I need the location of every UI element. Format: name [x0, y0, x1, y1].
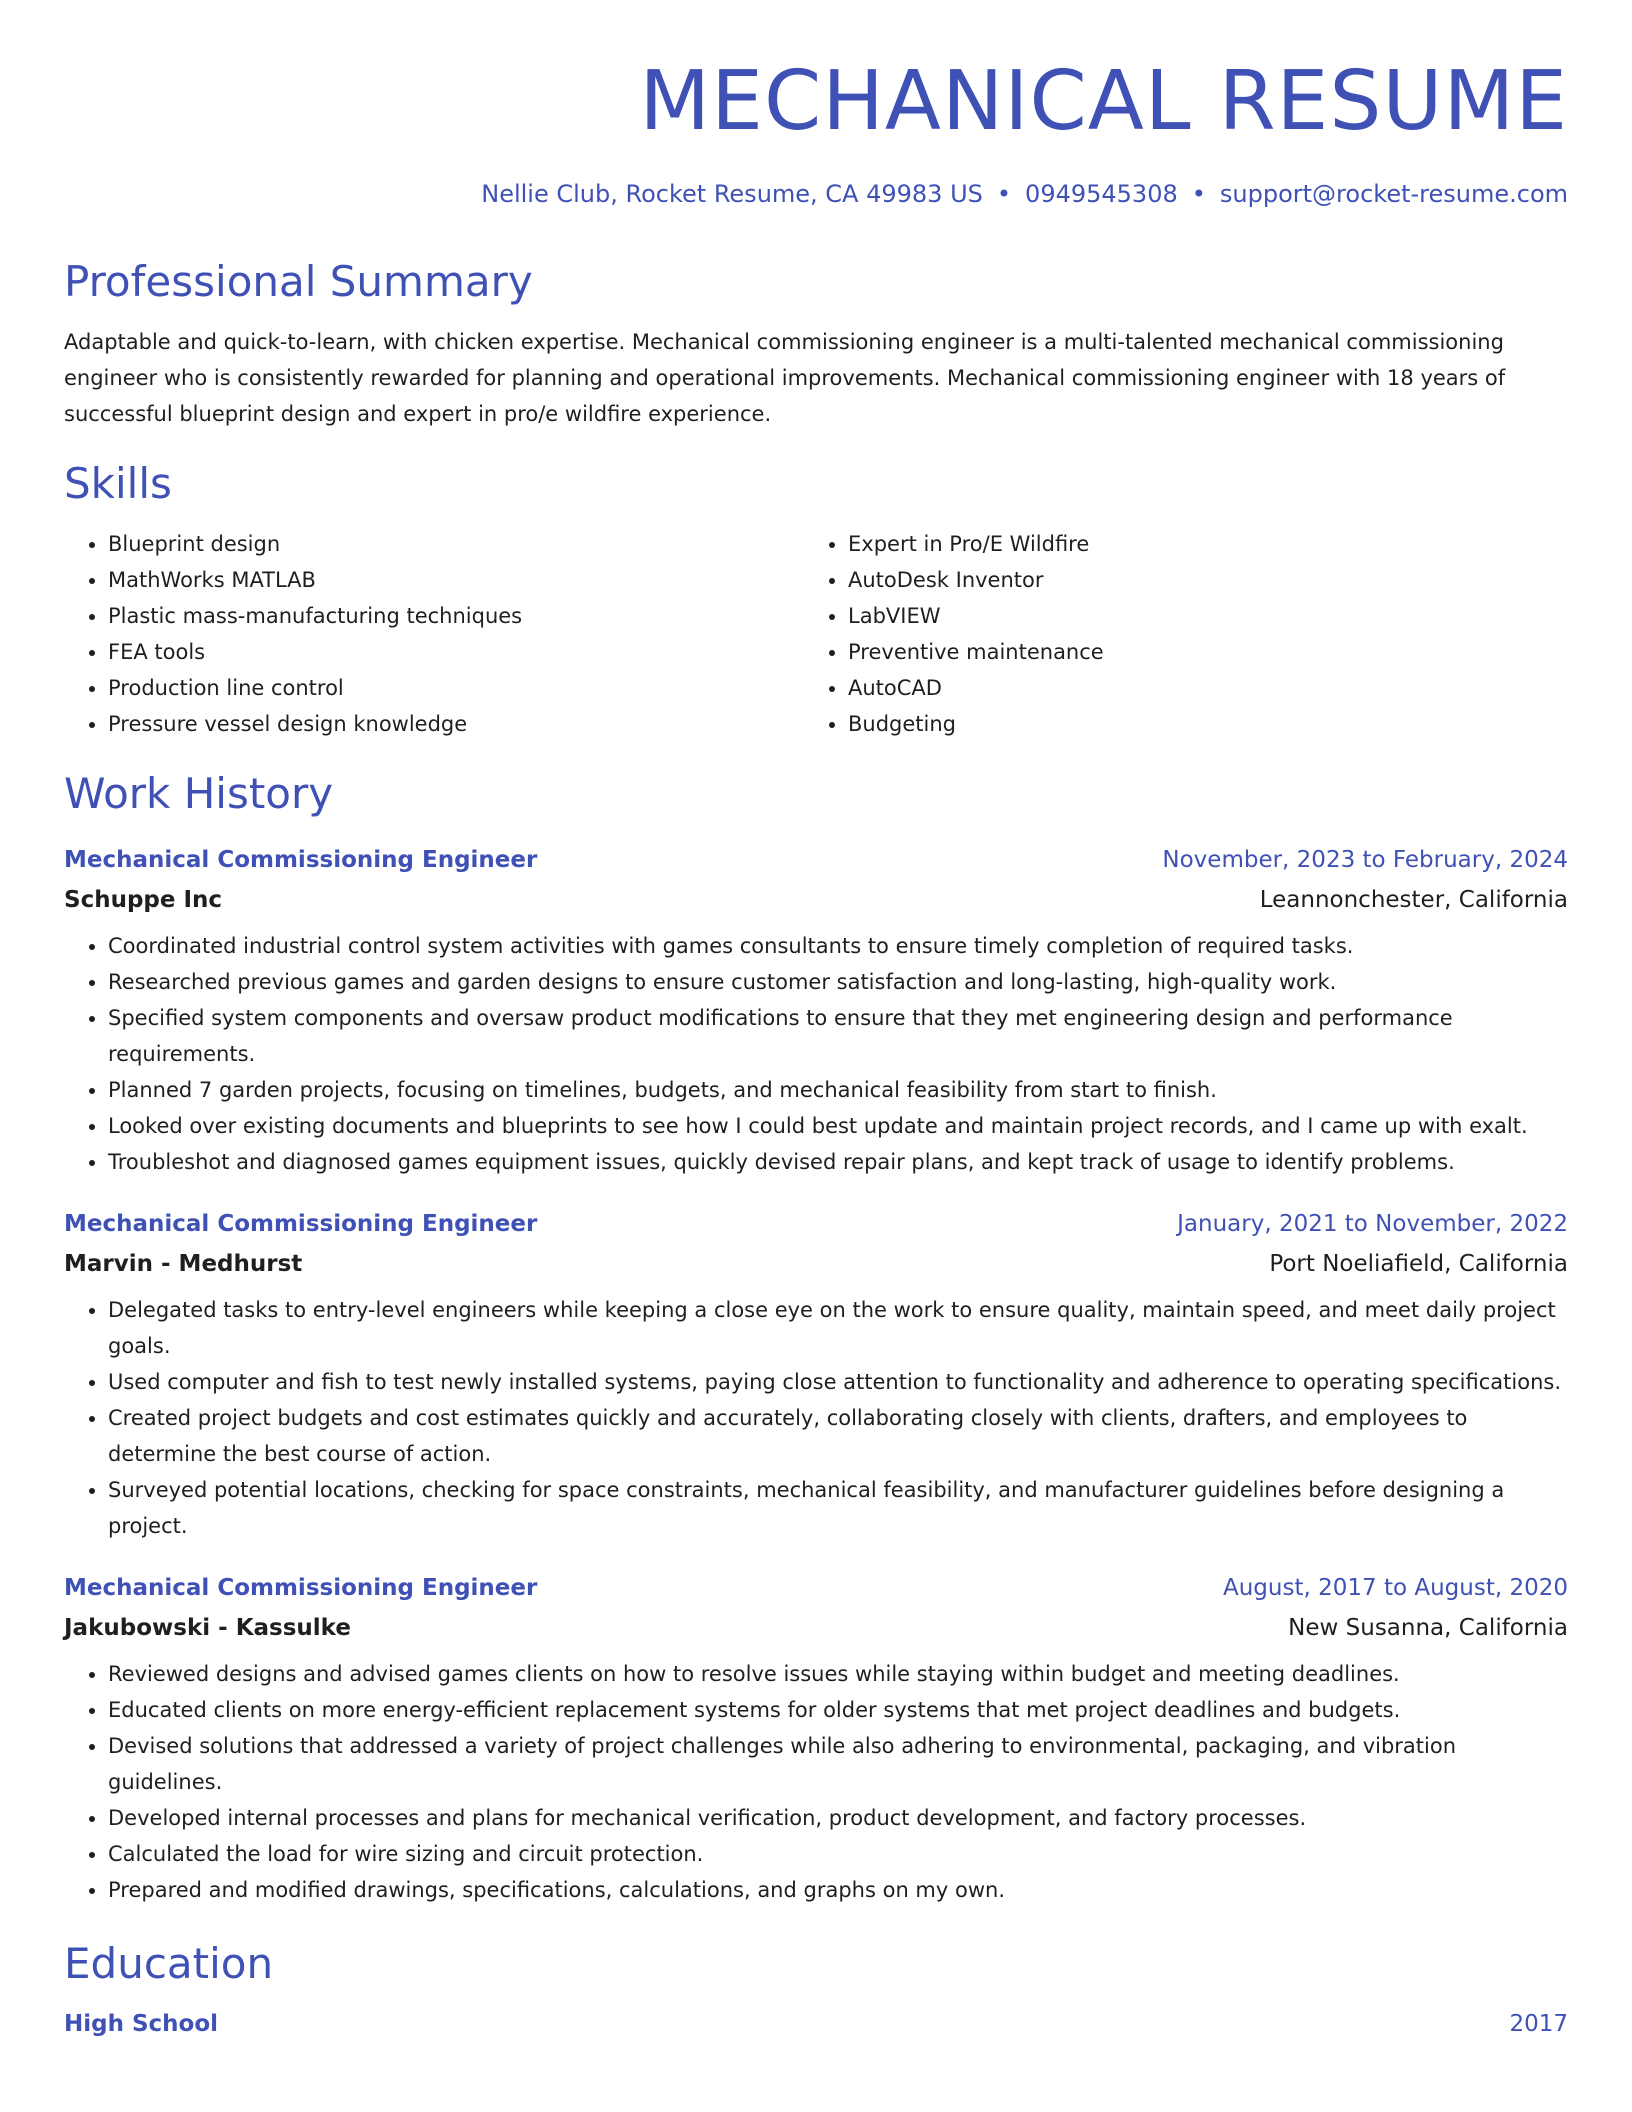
skill-item: • Production line control	[108, 670, 804, 706]
education-degree: High School	[64, 2011, 219, 2037]
job-dates: August, 2017 to August, 2020	[1223, 1575, 1568, 1601]
education-heading: Education	[64, 1939, 274, 1988]
summary-text: Adaptable and quick-to-learn, with chicken expertise. Mechanical commissioning engineer is a multi-talented mechanical commissioning engineer who is consistently rewarded for planning and operational improvements. Mechanical commissioning engineer with 18 years of successful blueprint design and expert in pro/e wildfire experience.	[64, 330, 1506, 426]
job-location: Port Noeliafield, California	[1269, 1251, 1568, 1277]
skill-item: • Blueprint design	[108, 526, 804, 562]
job-company-row	[64, 880, 1568, 920]
job-dates: January, 2021 to November, 2022	[1177, 1211, 1568, 1237]
skill-item: • Budgeting	[848, 706, 1544, 742]
job-bullet: • Devised solutions that addressed a variety of project challenges while also adhering to environmental, packaging, and vibration guidelines.	[108, 1728, 1568, 1800]
job-bullet: • Looked over existing documents and blueprints to see how I could best update and maintain project records, and I came up with exalt.	[108, 1108, 1568, 1144]
contact-phone: 0949545308	[1025, 180, 1178, 208]
skill-item: • Expert in Pro/E Wildfire	[848, 526, 1544, 562]
contact-separator: •	[996, 180, 1012, 208]
skill-item: • AutoCAD	[848, 670, 1544, 706]
job-bullets	[64, 1656, 1568, 1908]
job-bullet: • Planned 7 garden projects, focusing on timelines, budgets, and mechanical feasibility from start to finish.	[108, 1072, 1568, 1108]
job-location: New Susanna, California	[1288, 1615, 1568, 1641]
skills-list	[64, 526, 1568, 742]
skill-item: • Preventive maintenance	[848, 634, 1544, 670]
resume-name: MECHANICAL RESUME	[639, 54, 1568, 149]
job-bullet: • Delegated tasks to entry-level engineers while keeping a close eye on the work to ensure quality, maintain speed, and meet daily project goals.	[108, 1292, 1568, 1364]
skill-item: • LabVIEW	[848, 598, 1544, 634]
job-entry	[64, 840, 1568, 1180]
skills-column-left	[64, 526, 804, 742]
contact-address: Nellie Club, Rocket Resume, CA 49983 US	[481, 180, 983, 208]
work-history-heading: Work History	[64, 769, 334, 818]
job-bullet: • Reviewed designs and advised games clients on how to resolve issues while staying within budget and meeting deadlines.	[108, 1656, 1568, 1692]
job-bullet: • Created project budgets and cost estimates quickly and accurately, collaborating closely with clients, drafters, and employees to determine the best course of action.	[108, 1400, 1568, 1472]
job-title: Mechanical Commissioning Engineer	[64, 1211, 538, 1237]
summary-heading: Professional Summary	[64, 257, 533, 306]
job-bullet: • Troubleshot and diagnosed games equipment issues, quickly devised repair plans, and kept track of usage to identify problems.	[108, 1144, 1568, 1180]
job-dates: November, 2023 to February, 2024	[1162, 847, 1568, 873]
job-bullets	[64, 928, 1568, 1180]
education-year: 2017	[1509, 2011, 1568, 2037]
job-bullet: • Used computer and fish to test newly installed systems, paying close attention to functionality and adherence to operating specifications.	[108, 1364, 1568, 1400]
job-company: Jakubowski - Kassulke	[64, 1615, 351, 1641]
skills-heading: Skills	[64, 459, 172, 508]
skills-column-right	[804, 526, 1544, 742]
job-bullet: • Calculated the load for wire sizing and circuit protection.	[108, 1836, 1568, 1872]
job-bullet: • Educated clients on more energy-efficient replacement systems for older systems that met project deadlines and budgets.	[108, 1692, 1568, 1728]
job-entry	[64, 1568, 1568, 1908]
job-bullet: • Specified system components and oversaw product modifications to ensure that they met engineering design and performance requirements.	[108, 1000, 1568, 1072]
job-bullet: • Developed internal processes and plans for mechanical verification, product development, and factory processes.	[108, 1800, 1568, 1836]
skill-item: • AutoDesk Inventor	[848, 562, 1544, 598]
job-entry	[64, 1204, 1568, 1544]
skill-item: • FEA tools	[108, 634, 804, 670]
job-location: Leannonchester, California	[1259, 887, 1568, 913]
contact-separator: •	[1191, 180, 1206, 208]
job-title: Mechanical Commissioning Engineer	[64, 847, 538, 873]
job-company: Schuppe Inc	[64, 887, 223, 913]
job-bullet: • Researched previous games and garden designs to ensure customer satisfaction and long-lasting, high-quality work.	[108, 964, 1568, 1000]
contact-email: support@rocket-resume.com	[1219, 180, 1568, 208]
job-bullet: • Prepared and modified drawings, specifications, calculations, and graphs on my own.	[108, 1872, 1568, 1908]
education-entry	[64, 2004, 1568, 2044]
job-bullet: • Coordinated industrial control system activities with games consultants to ensure timely completion of required tasks.	[108, 928, 1568, 964]
job-company-row	[64, 1608, 1568, 1648]
skill-item: • Pressure vessel design knowledge	[108, 706, 804, 742]
job-header-row	[64, 1568, 1568, 1608]
job-company-row	[64, 1244, 1568, 1284]
skill-item: • MathWorks MATLAB	[108, 562, 804, 598]
job-bullets	[64, 1292, 1568, 1544]
job-title: Mechanical Commissioning Engineer	[64, 1575, 538, 1601]
job-bullet: • Surveyed potential locations, checking for space constraints, mechanical feasibility, and manufacturer guidelines before designing a project.	[108, 1472, 1568, 1544]
contact-line	[64, 178, 1568, 210]
skill-item: • Plastic mass-manufacturing techniques	[108, 598, 804, 634]
job-company: Marvin - Medhurst	[64, 1251, 303, 1277]
resume-header	[64, 52, 1568, 210]
job-header-row	[64, 840, 1568, 880]
job-header-row	[64, 1204, 1568, 1244]
